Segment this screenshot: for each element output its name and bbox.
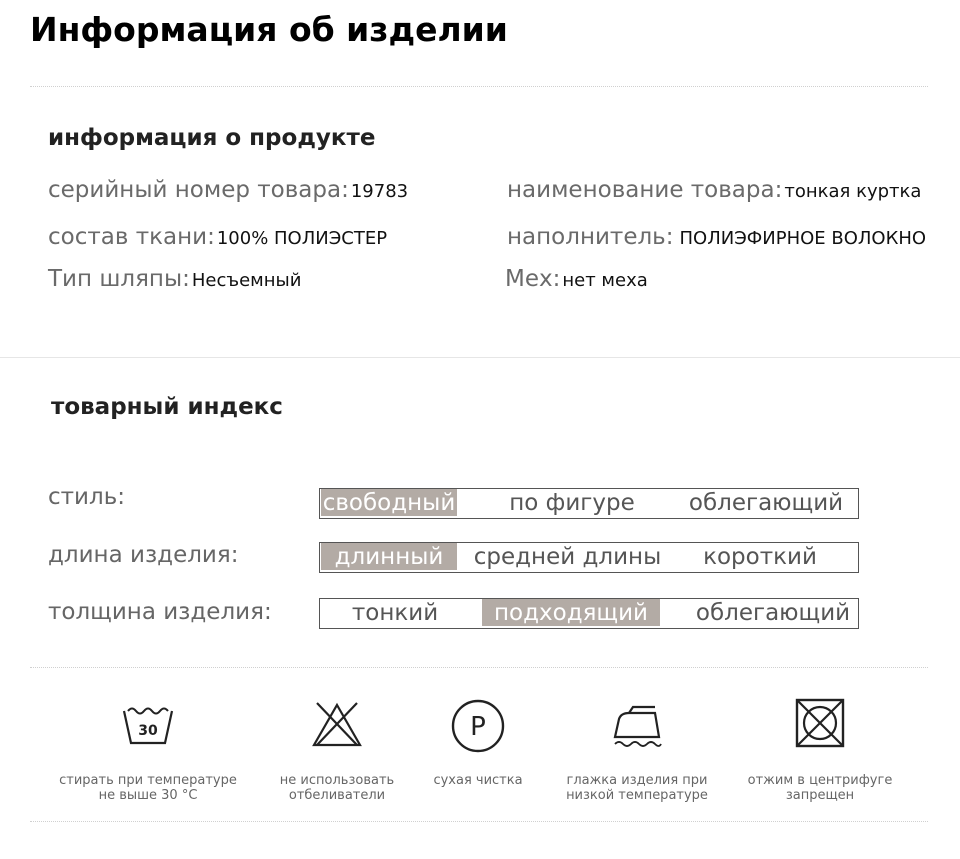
fabric-value: 100% ПОЛИЭСТЕР — [216, 228, 388, 249]
care-item-dryclean — [418, 697, 538, 788]
care-item-tumble — [740, 697, 900, 803]
dry-clean-letter: P — [470, 712, 486, 742]
hood-row — [48, 266, 301, 292]
section-divider — [0, 357, 960, 358]
divider — [30, 667, 928, 668]
no-tumble-dry-icon — [794, 697, 846, 749]
length-label: длина изделия: — [48, 542, 239, 568]
length-option-2: короткий — [703, 544, 817, 570]
product-index-heading: товарный индекс — [51, 394, 283, 420]
product-name-label: наименование товара: — [507, 177, 783, 203]
iron-low-icon — [611, 697, 663, 749]
care-text-line2: низкой температуре — [566, 788, 708, 803]
style-option-2: облегающий — [688, 490, 844, 516]
care-text-line2: запрещен — [785, 788, 855, 803]
care-text-line1: сухая чистка — [433, 773, 523, 788]
thickness-scale — [319, 598, 859, 629]
filler-row — [507, 224, 926, 250]
style-option-0: свободный — [322, 490, 456, 516]
dry-clean-p-icon — [449, 697, 507, 755]
care-text-line1: стирать при температуре — [59, 773, 237, 788]
no-bleach-icon — [311, 697, 363, 749]
product-info-heading: информация о продукте — [48, 125, 376, 151]
thickness-option-0: тонкий — [351, 600, 439, 626]
fur-label: Мех: — [505, 266, 561, 292]
wash-temp-text: 30 — [138, 723, 158, 739]
fabric-label: состав ткани: — [48, 224, 215, 250]
divider — [30, 821, 928, 822]
filler-label: наполнитель: — [507, 224, 674, 250]
style-scale — [319, 488, 859, 519]
length-option-1: средней длины — [473, 544, 662, 570]
care-text-line1: глажка изделия при — [566, 773, 708, 788]
care-text-line1: не использовать — [279, 773, 395, 788]
style-option-1: по фигуре — [509, 490, 635, 516]
thickness-option-2: облегающий — [695, 600, 851, 626]
product-name-value: тонкая куртка — [784, 181, 922, 202]
hood-label: Тип шляпы: — [48, 266, 190, 292]
wash-30-icon — [122, 697, 174, 749]
care-item-bleach — [262, 697, 412, 803]
divider — [30, 86, 928, 87]
filler-value: ПОЛИЭФИРНОЕ ВОЛОКНО — [679, 228, 927, 249]
thickness-label: толщина изделия: — [48, 599, 272, 625]
fur-value: нет меха — [562, 270, 648, 291]
thickness-option-1: подходящий — [482, 599, 660, 626]
serial-number-row — [48, 177, 408, 203]
fur-row — [505, 266, 648, 292]
care-text-line1: отжим в центрифуге — [747, 773, 893, 788]
length-scale — [319, 542, 859, 573]
serial-number-label: серийный номер товара: — [48, 177, 349, 203]
length-option-0: длинный — [321, 543, 457, 570]
fabric-row — [48, 224, 387, 250]
care-item-wash — [48, 697, 248, 803]
page-title: Информация об изделии — [30, 10, 508, 49]
hood-value: Несъемный — [191, 270, 302, 291]
style-label: стиль: — [48, 484, 125, 510]
care-item-iron — [557, 697, 717, 803]
serial-number-value: 19783 — [350, 181, 409, 202]
care-text-line2: не выше 30 °C — [98, 788, 198, 803]
product-name-row — [507, 177, 921, 203]
care-text-line2: отбеливатели — [288, 788, 386, 803]
